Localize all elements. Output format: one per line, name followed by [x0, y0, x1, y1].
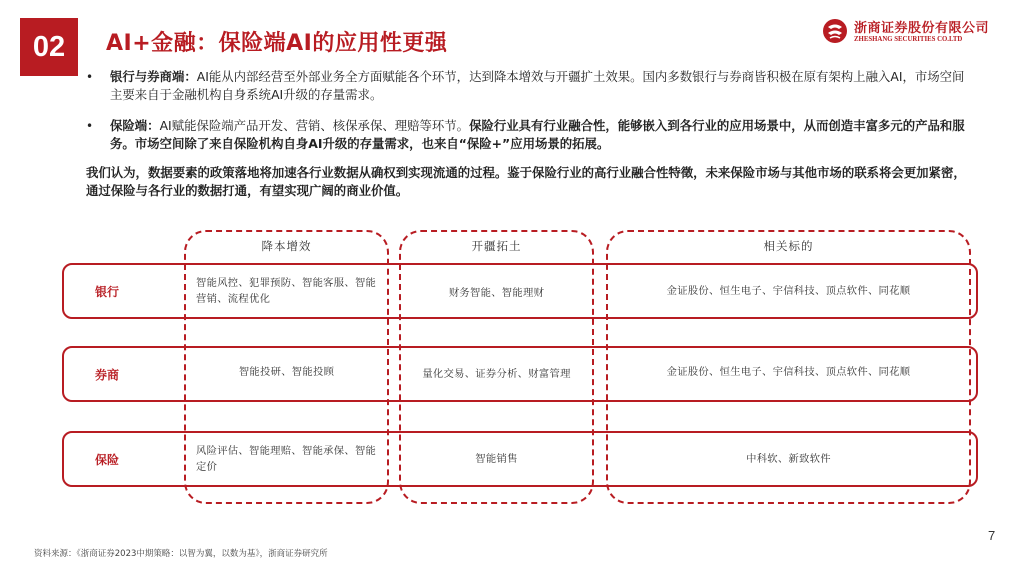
- bullet-bold-text: 保险行业具有行业融合性，能够嵌入到各行业的应用场景中，从而创造丰富多元的产品和服务。市场空间除了来自保险机构自身AI升级的存量需求，也来自“保险+”应用场景的拓展。: [110, 118, 965, 151]
- table-cell: 智能风控、犯罪预防、智能客服、智能营销、流程优化: [196, 277, 377, 305]
- table-cell: 风险评估、智能理赔、智能承保、智能定价: [196, 445, 377, 473]
- section-number-badge: 02: [20, 18, 78, 76]
- conclusion-paragraph: 我们认为，数据要素的政策落地将加速各行业数据从确权到实现流通的过程。鉴于保险行业的高行业融合性特徵，未来保险市场与其他市场的联系将会更加紧密，通过保险与各行业的数据打通，有望实现广阔的商业价值。: [86, 165, 966, 198]
- table-cell: 中科软、新致软件: [746, 453, 831, 465]
- bullet-text: AI赋能保险端产品开发、营销、核保承保、理赔等环节。: [159, 118, 470, 133]
- company-logo: [822, 16, 1000, 48]
- company-logo-icon: [822, 18, 848, 44]
- bullet-banking: [86, 68, 966, 104]
- row-label-broker: 券商: [94, 368, 119, 382]
- bullet-marker: •: [86, 70, 94, 84]
- column-header-cost: 降本增效: [261, 239, 312, 253]
- column-header-stocks: 相关标的: [763, 239, 814, 253]
- row-label-insurance: 保险: [94, 453, 119, 467]
- table-cell: 财务智能、智能理财: [448, 287, 545, 299]
- row-label-bank: 银行: [94, 285, 119, 299]
- bullet-text: AI能从内部经营至外部业务全方面赋能各个环节，达到降本增效与开疆扩土效果。国内多数银行与券商皆积极在原有架构上融入AI，市场空间主要来自于金融机构自身系统AI升级的存量需求。: [110, 69, 965, 102]
- company-name-en: ZHESHANG SECURITIES CO.LTD: [854, 36, 963, 43]
- table-cell: 智能投研、智能投顾: [238, 366, 335, 378]
- table-cell: 金证股份、恒生电子、宇信科技、顶点软件、同花顺: [666, 285, 911, 297]
- bullet-label: 银行与券商端：: [110, 69, 197, 84]
- column-header-expand: 开疆拓土: [471, 239, 522, 253]
- company-name-cn: 浙商证券股份有限公司: [854, 21, 990, 36]
- bullet-insurance: [86, 117, 966, 153]
- page-number: 7: [988, 528, 996, 543]
- page-title: AI+金融：保险端AI的应用性更强: [106, 31, 448, 56]
- bullet-marker: •: [86, 119, 94, 133]
- table-cell: 量化交易、证券分析、财富管理: [422, 368, 571, 380]
- source-note: 资料来源：《浙商证券2023中期策略：以智为翼，以数为基》，浙商证券研究所: [34, 549, 328, 559]
- bullet-label: 保险端：: [110, 118, 160, 133]
- table-cell: 金证股份、恒生电子、宇信科技、顶点软件、同花顺: [666, 366, 911, 378]
- table-cell: 智能销售: [475, 453, 518, 465]
